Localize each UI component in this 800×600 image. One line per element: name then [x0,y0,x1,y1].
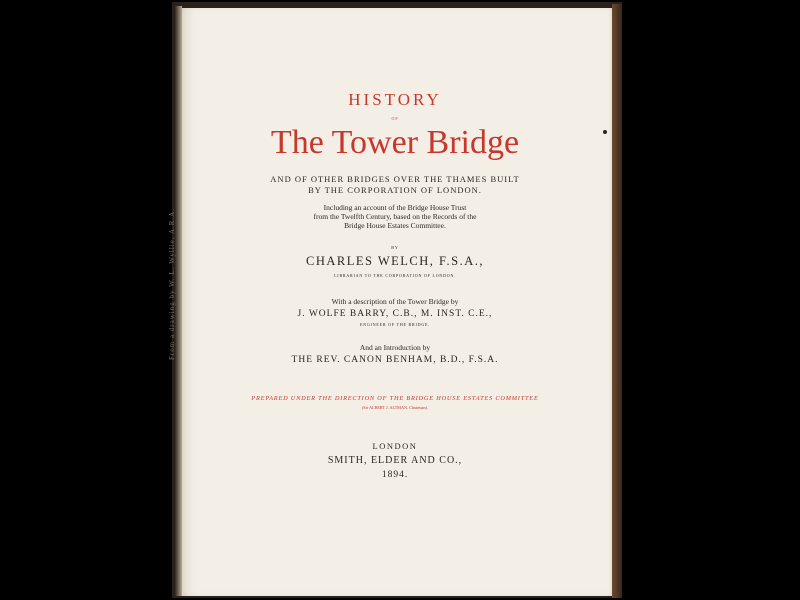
introducer-name: THE REV. CANON BENHAM, B.D., F.S.A. [291,355,499,365]
title-page-content [182,0,608,600]
by-label: BY [391,245,399,250]
introduction-line: And an Introduction by [359,343,431,352]
author-name: CHARLES WELCH, F.S.A., [306,254,484,268]
imprint-year: 1894. [381,470,409,480]
including-line: from the Twelfth Century, based on the Records of the [313,212,477,221]
imprint-city: LONDON [372,441,418,451]
spine-inscription: From a drawing by W. L. Wyllie, A.R.A. [168,208,176,360]
including-line: Including an account of the Bridge House Trust [323,203,467,212]
engineer-role: ENGINEER OF THE BRIDGE. [359,322,431,327]
heading-of: OF [391,116,399,121]
prepared-note: PREPARED UNDER THE DIRECTION OF THE BRIDGE HOUSE ESTATES COMMITTEE [251,395,539,402]
chairman-note: (Sir ALBERT J. ALTMAN, Chairman). [361,405,429,410]
heading-history: HISTORY [348,90,442,109]
imprint-publisher: SMITH, ELDER AND CO., [327,455,463,466]
subtitle-line: AND OF OTHER BRIDGES OVER THE THAMES BUILT [270,174,520,184]
description-line: With a description of the Tower Bridge by [331,297,459,306]
book-edge [612,4,622,598]
book-title: The Tower Bridge [270,124,520,161]
subtitle-line: BY THE CORPORATION OF LONDON. [308,185,482,195]
engineer-name: J. WOLFE BARRY, C.B., M. INST. C.E., [297,309,493,319]
including-line: Bridge House Estates Committee. [344,221,446,230]
author-role: LIBRARIAN TO THE CORPORATION OF LONDON. [334,273,456,278]
